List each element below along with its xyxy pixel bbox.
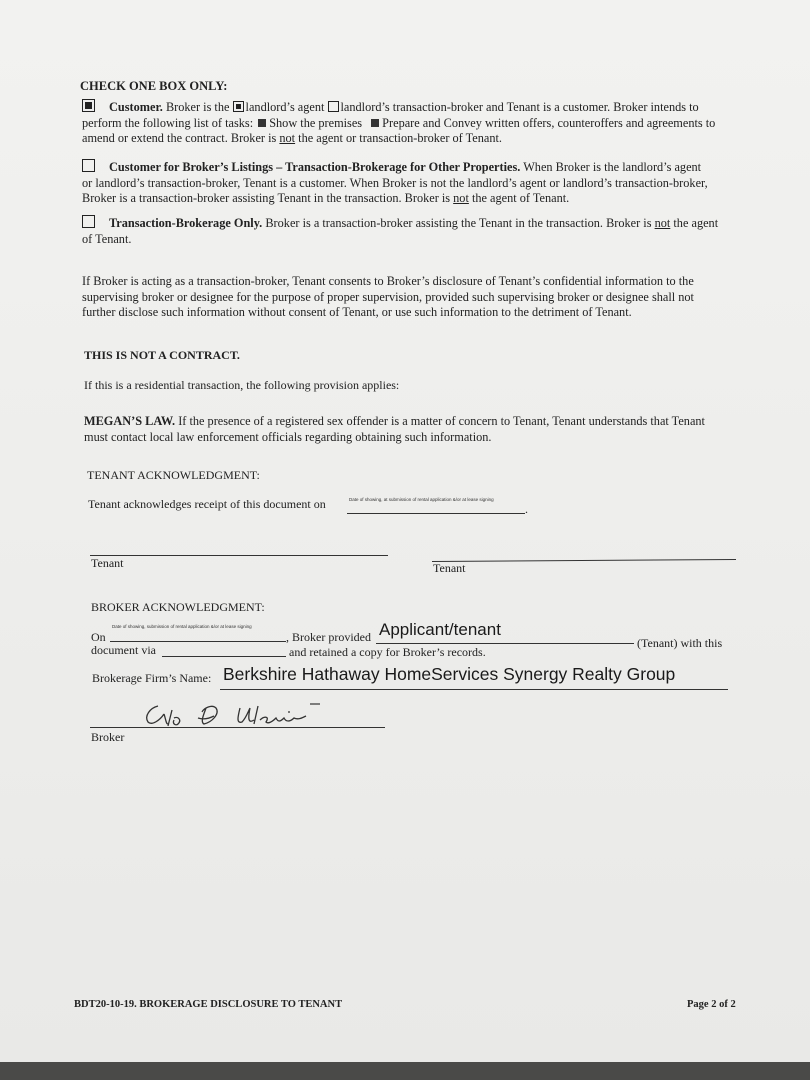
listings-checkbox[interactable] (82, 159, 95, 172)
landlord-agent-checkbox[interactable] (233, 101, 244, 112)
option-listings: Customer for Broker’s Listings – Transaction-Brokerage for Other Properties. When Broker is the landlord’s agent or landlord’s transaction-broker, Tenant is a customer. When Broker is not the landlord’s agent or landlord’s transaction-broker, Broker is a transaction-broker assisting Tenant in the transaction. Broker is not the agent of Tenant. (82, 160, 708, 205)
broker-signature-line[interactable] (90, 727, 385, 728)
option-tb-only: Transaction-Brokerage Only. Broker is a transaction-broker assisting the Tenant in the transaction. Broker is not the agent of Tenant. (82, 216, 719, 246)
tenant-label-1: Tenant (91, 556, 124, 570)
page-number: Page 2 of 2 (687, 999, 736, 1010)
firm-name-field[interactable] (220, 689, 728, 690)
tenant-date-field[interactable] (347, 513, 525, 514)
firm-label: Brokerage Firm’s Name: (92, 671, 212, 685)
firm-name-value: Berkshire Hathaway HomeServices Synergy Realty Group (223, 664, 676, 684)
broker-ack-heading: BROKER ACKNOWLEDGMENT: (91, 600, 265, 614)
task-show-checkbox[interactable] (258, 119, 266, 127)
broker-date-field[interactable] (110, 641, 286, 642)
consent-paragraph: If Broker is acting as a transaction-broker, Tenant consents to Broker’s disclosure of Tenant’s confidential information to the supervising broker or designee for the purpose of proper supervision, provided such supervising broker or designee shall not further disclose such information without consent of Tenant, or use such information to the detriment of Tenant. (82, 274, 694, 319)
not-contract-heading: THIS IS NOT A CONTRACT. (84, 348, 240, 362)
form-id: BDT20-10-19. BROKERAGE DISCLOSURE TO TENANT (74, 999, 343, 1010)
tenant-ack-heading: TENANT ACKNOWLEDGMENT: (87, 468, 260, 482)
broker-date-hint: Date of showing, submission of rental application &/or at lease signing (112, 624, 252, 629)
provided-to-value: Applicant/tenant (379, 620, 501, 639)
broker-label: Broker (91, 730, 125, 744)
tenant-signature-line-1[interactable] (90, 555, 388, 556)
option-customer: Customer. Broker is the landlord’s agent landlord’s transaction-broker and Tenant is a customer. Broker intends to perform the following list of tasks: Show the premises Prepare and Convey written offers, counteroffers and agreements to amend or extend the contract. Broker is not the agent or transaction-broker of Tenant. (82, 100, 716, 145)
broker-on-label: On (91, 630, 106, 644)
table-surface (0, 1062, 810, 1080)
doc-via-field[interactable] (162, 656, 286, 657)
broker-provided-label: , Broker provided (286, 630, 371, 644)
retained-text: and retained a copy for Broker’s records. (289, 645, 486, 659)
section-heading: CHECK ONE BOX ONLY: (80, 79, 228, 93)
landlord-tb-checkbox[interactable] (328, 101, 339, 112)
tenant-label-2: Tenant (433, 561, 466, 575)
provided-to-field[interactable] (376, 643, 634, 644)
tenant-ack-text: Tenant acknowledges receipt of this document on (88, 497, 326, 511)
tb-only-checkbox[interactable] (82, 215, 95, 228)
residential-note: If this is a residential transaction, the following provision applies: (84, 378, 400, 392)
tenant-signature-line-2[interactable] (432, 559, 736, 562)
tenant-date-period: . (525, 502, 528, 516)
tenant-with-label: (Tenant) with this (637, 636, 723, 650)
tenant-date-hint: Date of showing, at submission of rental application &/or at lease signing (349, 497, 494, 502)
customer-checkbox[interactable] (82, 99, 95, 112)
megans-law: MEGAN’S LAW. If the presence of a registered sex offender is a matter of concern to Tenant, Tenant understands that Tenant must contact local law enforcement officials regarding obtaining such information. (84, 414, 705, 444)
doc-via-label: document via (91, 643, 156, 657)
task-prepare-checkbox[interactable] (371, 119, 379, 127)
